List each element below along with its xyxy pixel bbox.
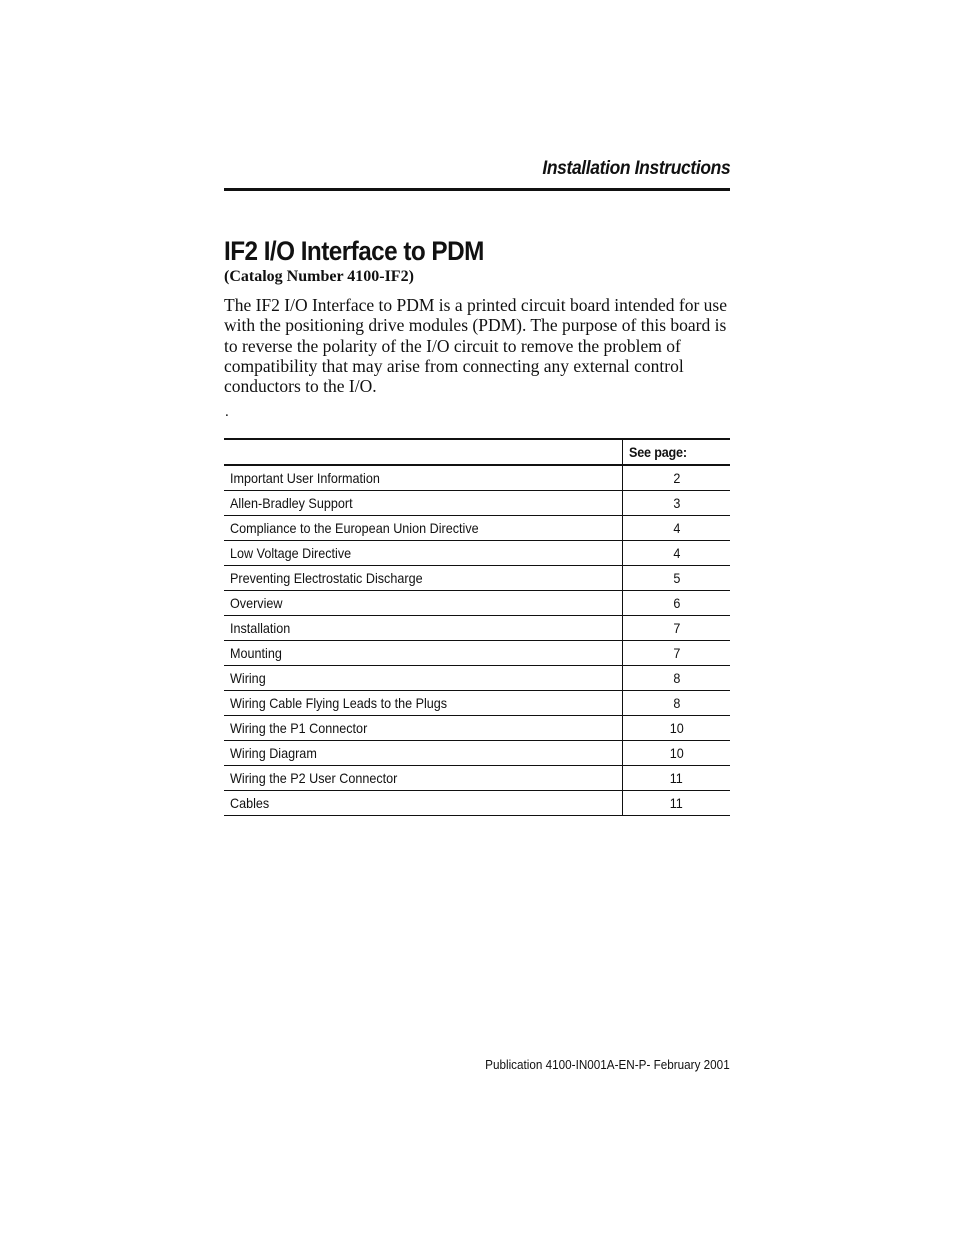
page-cell: 10: [623, 741, 731, 766]
topic-cell: Wiring Diagram: [224, 741, 623, 766]
document-page: [224, 0, 730, 1235]
table-row: [224, 465, 730, 491]
page-cell: 2: [623, 465, 731, 491]
topic-cell: Preventing Electrostatic Discharge: [224, 566, 623, 591]
table-row: [224, 566, 730, 591]
table-row: [224, 541, 730, 566]
topic-cell: Installation: [224, 616, 623, 641]
table-row: [224, 741, 730, 766]
page-cell: 6: [623, 591, 731, 616]
topic-cell: Wiring: [224, 666, 623, 691]
stray-period: .: [225, 404, 229, 420]
catalog-number: (Catalog Number 4100-IF2): [224, 268, 414, 285]
page-column-header: See page:: [623, 439, 731, 465]
table-row: [224, 666, 730, 691]
page-cell: 10: [623, 716, 731, 741]
topic-cell: Compliance to the European Union Directive: [224, 516, 623, 541]
table-row: [224, 616, 730, 641]
page-cell: 8: [623, 691, 731, 716]
header-rule: [224, 188, 730, 191]
page-cell: 7: [623, 616, 731, 641]
page-cell: 3: [623, 491, 731, 516]
topic-cell: Cables: [224, 791, 623, 816]
table-header-row: [224, 439, 730, 465]
intro-paragraph: The IF2 I/O Interface to PDM is a printed circuit board intended for use with the positioning drive modules (PDM). The purpose of this board is to reverse the polarity of the I/O circuit to remove the problem of compatibility that may arise from connecting any external control conductors to the I/O.: [224, 295, 727, 397]
table-row: [224, 716, 730, 741]
page-cell: 4: [623, 541, 731, 566]
page-cell: 7: [623, 641, 731, 666]
table-row: [224, 766, 730, 791]
publication-footer: Publication 4100-IN001A-EN-P- February 2001: [485, 1057, 730, 1072]
topic-cell: Allen-Bradley Support: [224, 491, 623, 516]
page-cell: 5: [623, 566, 731, 591]
page-cell: 11: [623, 791, 731, 816]
topic-cell: Important User Information: [224, 465, 623, 491]
document-title: IF2 I/O Interface to PDM: [224, 236, 484, 266]
topic-column-header: [224, 439, 623, 465]
table-row: [224, 591, 730, 616]
page-cell: 8: [623, 666, 731, 691]
header-title: Installation Instructions: [542, 158, 730, 179]
topic-cell: Mounting: [224, 641, 623, 666]
topic-cell: Wiring Cable Flying Leads to the Plugs: [224, 691, 623, 716]
table-row: [224, 641, 730, 666]
contents-table: [224, 438, 730, 816]
page-cell: 4: [623, 516, 731, 541]
topic-cell: Low Voltage Directive: [224, 541, 623, 566]
table-row: [224, 791, 730, 816]
table-row: [224, 691, 730, 716]
topic-cell: Overview: [224, 591, 623, 616]
topic-cell: Wiring the P2 User Connector: [224, 766, 623, 791]
table-row: [224, 516, 730, 541]
table-row: [224, 491, 730, 516]
topic-cell: Wiring the P1 Connector: [224, 716, 623, 741]
page-cell: 11: [623, 766, 731, 791]
